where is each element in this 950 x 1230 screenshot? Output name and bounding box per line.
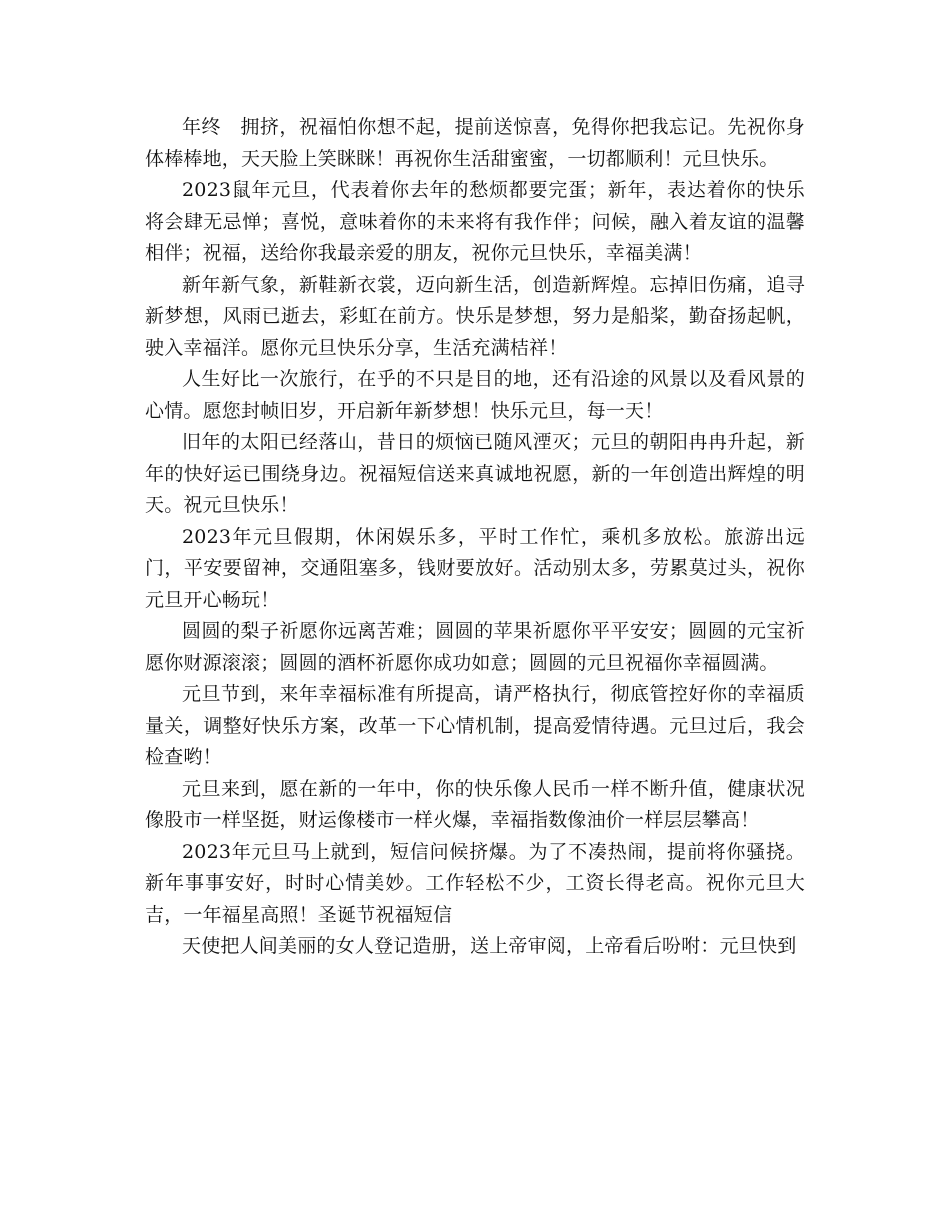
paragraph-8: 元旦节到，来年幸福标准有所提高，请严格执行，彻底管控好你的幸福质量关，调整好快乐方案，改革一下心情机制，提高爱情待遇。元旦过后，我会检查哟！ [145, 683, 805, 768]
paragraph-9: 元旦来到，愿在新的一年中，你的快乐像人民币一样不断升值，健康状况像股市一样坚挺，财运像楼市一样火爆，幸福指数像油价一样层层攀高！ [145, 777, 805, 831]
paragraph-7: 圆圆的梨子祈愿你远离苦难；圆圆的苹果祈愿你平平安安；圆圆的元宝祈愿你财源滚滚；圆圆的酒杯祈愿你成功如意；圆圆的元旦祝福你幸福圆满。 [145, 620, 805, 674]
document-body [145, 112, 805, 963]
paragraph-5: 旧年的太阳已经落山，昔日的烦恼已随风湮灭；元旦的朝阳冉冉升起，新年的快好运已围绕身边。祝福短信送来真诚地祝愿，新的一年创造出辉煌的明天。祝元旦快乐！ [145, 431, 805, 516]
paragraph-1: 年终 拥挤，祝福怕你想不起，提前送惊喜，免得你把我忘记。先祝你身体棒棒地，天天脸上笑眯眯！再祝你生活甜蜜蜜，一切都顺利！元旦快乐。 [145, 116, 805, 170]
paragraph-4: 人生好比一次旅行，在乎的不只是目的地，还有沿途的风景以及看风景的心情。愿您封帧旧岁，开启新年新梦想！快乐元旦，每一天！ [145, 368, 805, 422]
paragraph-10: 2023年元旦马上就到，短信问候挤爆。为了不凑热闹，提前将你骚挠。新年事事安好，时时心情美妙。工作轻松不少，工资长得老高。祝你元旦大吉，一年福星高照！圣诞节祝福短信 [145, 840, 805, 926]
paragraph-11: 天使把人间美丽的女人登记造册，送上帝审阅，上帝看后吩咐：元旦快到 [182, 935, 797, 957]
paragraph-3: 新年新气象，新鞋新衣裳，迈向新生活，创造新辉煌。忘掉旧伤痛，追寻新梦想，风雨已逝去，彩虹在前方。快乐是梦想，努力是船桨，勤奋扬起帆，驶入幸福洋。愿你元旦快乐分享，生活充满桔祥！ [145, 273, 805, 359]
paragraph-6: 2023年元旦假期，休闲娱乐多，平时工作忙，乘机多放松。旅游出远门，平安要留神，交通阻塞多，钱财要放好。活动别太多，劳累莫过头，祝你元旦开心畅玩！ [145, 525, 805, 611]
paragraph-2: 2023鼠年元旦，代表着你去年的愁烦都要完蛋；新年，表达着你的快乐将会肆无忌惮；喜悦，意味着你的未来将有我作伴；问候，融入着友谊的温馨相伴；祝福，送给你我最亲爱的朋友，祝你元旦快乐，幸福美满！ [145, 179, 805, 264]
